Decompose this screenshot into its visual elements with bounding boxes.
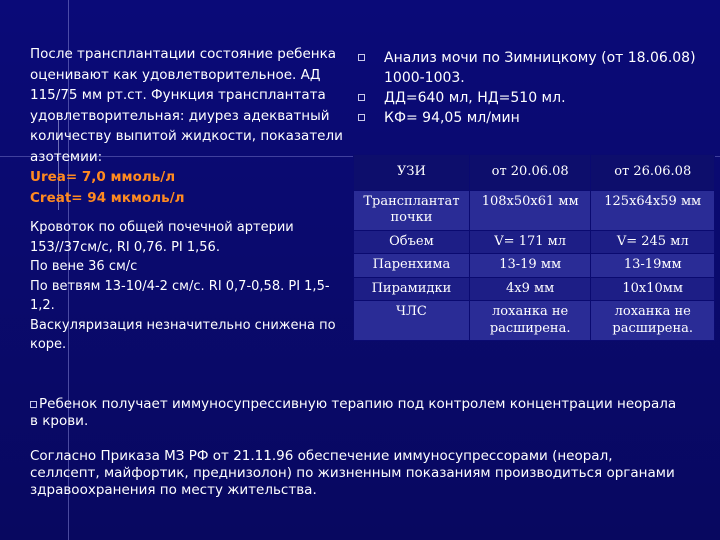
immunosuppression-paragraph xyxy=(30,396,680,430)
urea-value: Urea= 7,0 ммоль/л xyxy=(30,169,176,185)
square-bullet-icon xyxy=(30,401,37,408)
transplant-status-paragraph xyxy=(30,44,350,208)
table-row xyxy=(354,230,715,254)
table-header-cell: от 20.06.08 xyxy=(469,155,591,191)
table-cell: 108х50х61 мм xyxy=(469,190,591,230)
table-cell: V= 245 мл xyxy=(591,230,715,254)
status-text: После трансплантации состояние ребенка оценивают как удовлетворительное. АД 115/75 мм рт.ст. Функция трансплантата удовлетворительная: диурез адекватный количеству выпитой жидкости, показатели азотемии: xyxy=(30,46,343,165)
table-cell: Трансплантат почки xyxy=(354,190,470,230)
list-item-text: ДД=640 мл, НД=510 мл. xyxy=(384,90,566,106)
table-cell: ЧЛС xyxy=(354,301,470,341)
list-item xyxy=(358,108,713,128)
table-cell: Пирамидки xyxy=(354,277,470,301)
table-header-cell: от 26.06.08 xyxy=(591,155,715,191)
ultrasound-table xyxy=(353,154,715,341)
table-row xyxy=(354,190,715,230)
urine-analysis-list xyxy=(358,48,713,128)
table-cell: Объем xyxy=(354,230,470,254)
list-item xyxy=(358,88,713,108)
table-cell: 10х10мм xyxy=(591,277,715,301)
blood-flow-line: Васкуляризация незначительно снижена по коре. xyxy=(30,317,336,352)
paragraph-text: Ребенок получает иммуносупрессивную терапию под контролем концентрации неорала в крови. xyxy=(30,396,677,429)
table-row xyxy=(354,301,715,341)
blood-flow-line: По ветвям 13-10/4-2 см/с. RI 0,7-0,58. PI 1,5-1,2. xyxy=(30,278,330,313)
table-cell: 4х9 мм xyxy=(469,277,591,301)
table-cell: лоханка не расширена. xyxy=(469,301,591,341)
table-cell: 125х64х59 мм xyxy=(591,190,715,230)
table-cell: лоханка не расширена. xyxy=(591,301,715,341)
list-item-text: Анализ мочи по Зимницкому (от 18.06.08) 1000-1003. xyxy=(384,50,696,86)
table-cell: 13-19мм xyxy=(591,254,715,278)
order-paragraph xyxy=(30,448,680,499)
table-cell: 13-19 мм xyxy=(469,254,591,278)
table-row xyxy=(354,254,715,278)
table-header-row xyxy=(354,155,715,191)
table-cell: Паренхима xyxy=(354,254,470,278)
blood-flow-line: По вене 36 см/с xyxy=(30,259,138,274)
paragraph-text: Согласно Приказа МЗ РФ от 21.11.96 обеспечение иммуносупрессорами (неорал, селлсепт, майфортик, преднизолон) по жизненным показаниям производиться органами здравоохранения по месту жительства. xyxy=(30,448,675,498)
creatinine-value: Creat= 94 мкмоль/л xyxy=(30,189,185,206)
blood-flow-line: 153//37см/с, RI 0,76. PI 1,56. xyxy=(30,239,220,255)
list-item xyxy=(358,48,713,88)
list-item-text: КФ= 94,05 мл/мин xyxy=(384,110,520,126)
table-row xyxy=(354,277,715,301)
table-cell: V= 171 мл xyxy=(469,230,591,254)
square-bullet-icon xyxy=(358,94,365,101)
blood-flow-paragraph xyxy=(30,218,350,355)
square-bullet-icon xyxy=(358,54,365,61)
blood-flow-line: Кровоток по общей почечной артерии xyxy=(30,220,294,235)
table-header-cell: УЗИ xyxy=(354,155,470,191)
square-bullet-icon xyxy=(358,114,365,121)
